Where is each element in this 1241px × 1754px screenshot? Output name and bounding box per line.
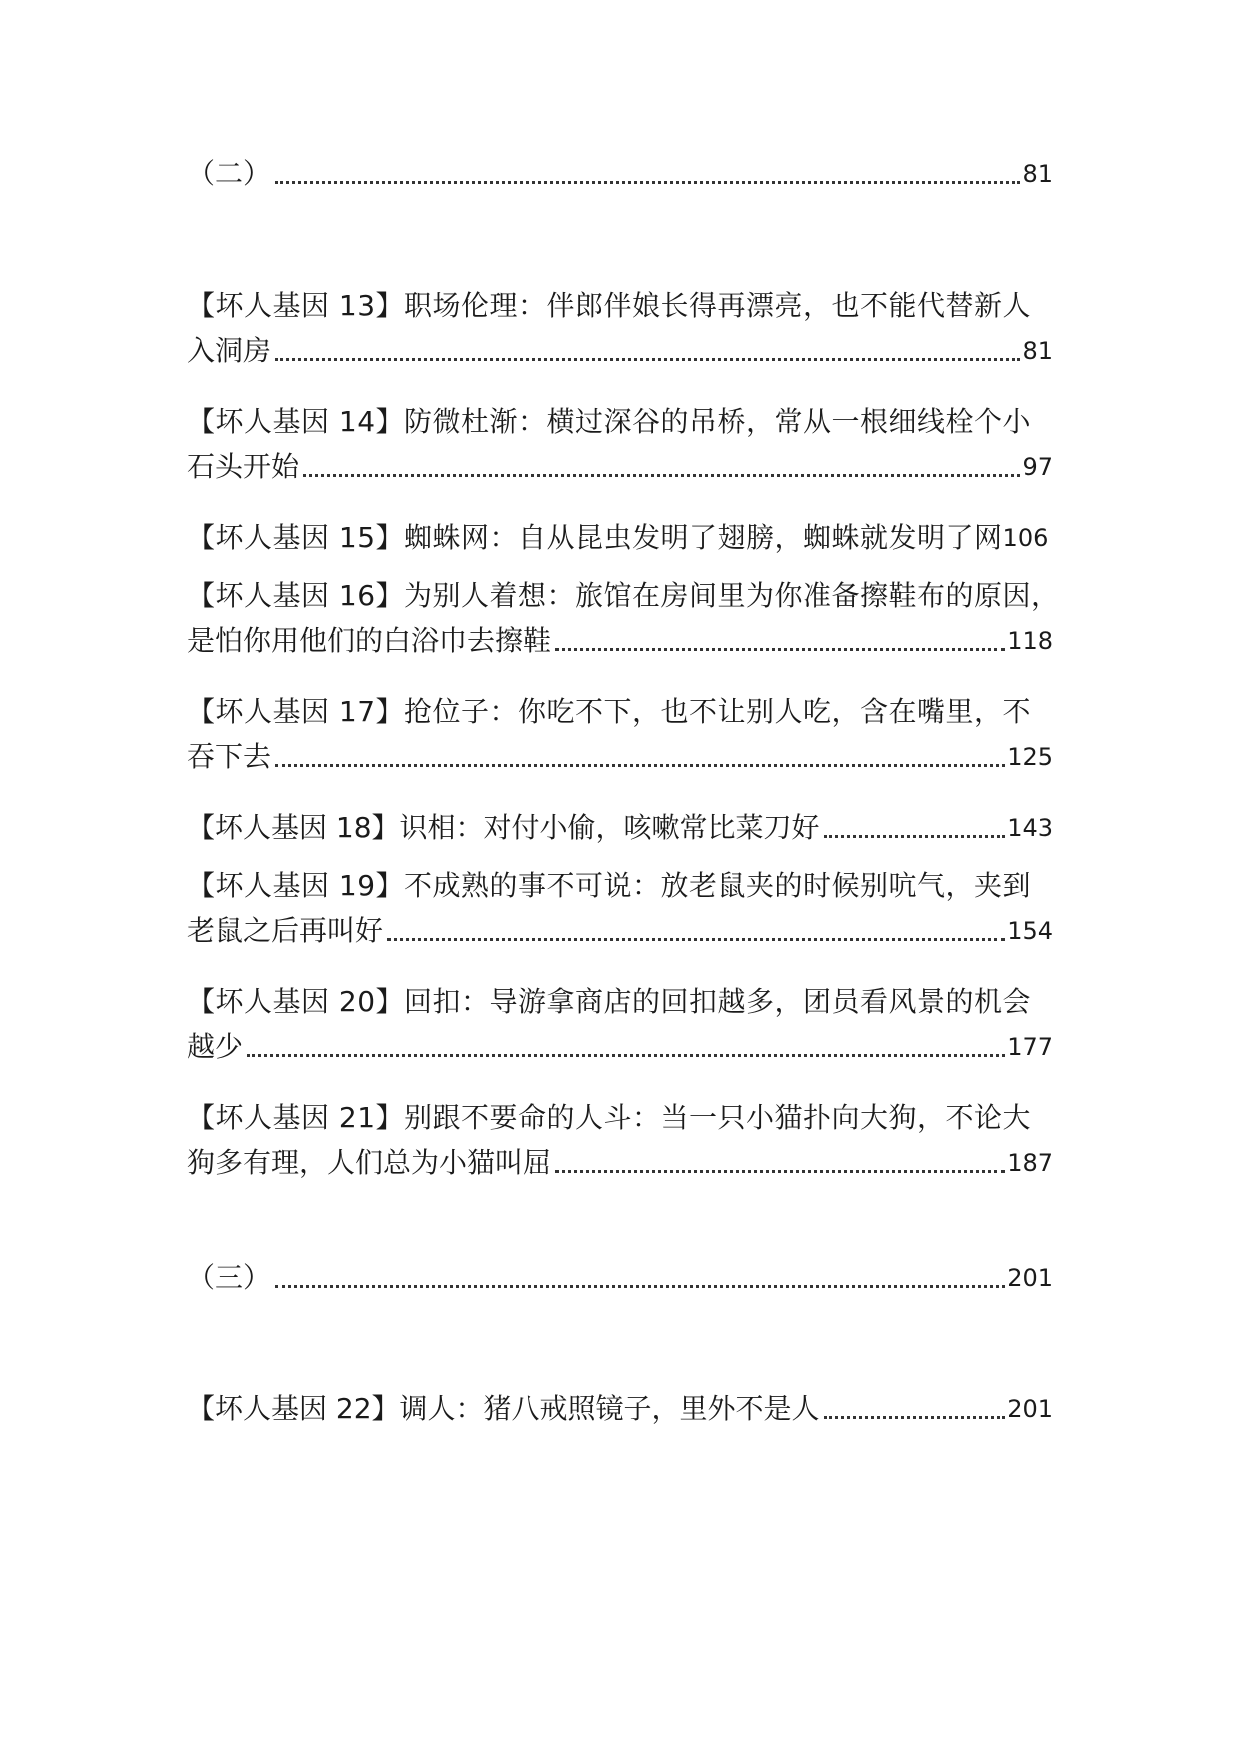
- toc-page-number: 97: [1022, 453, 1053, 481]
- toc-entry-17-line2[interactable]: [187, 731, 1053, 775]
- toc-entry-title: 【坏人基因 16】为别人着想：旅馆在房间里为你准备擦鞋布的原因，: [187, 579, 1060, 612]
- toc-page-number: 201: [1007, 1264, 1053, 1292]
- toc-leader-dots: [387, 938, 1005, 941]
- toc-entry-title: 【坏人基因 20】回扣：导游拿商店的回扣越多，团员看风景的机会: [187, 985, 1032, 1018]
- toc-entry-title: 【坏人基因 14】防微杜渐：横过深谷的吊桥，常从一根细线栓个小: [187, 405, 1032, 438]
- toc-page-number: 201: [1007, 1395, 1053, 1423]
- toc-entry-14-line1[interactable]: [187, 396, 1053, 440]
- toc-page-number: 106: [1002, 524, 1049, 552]
- toc-leader-dots: [555, 648, 1005, 651]
- toc-entry-19-line2[interactable]: [187, 905, 1053, 949]
- toc-leader-dots: [824, 835, 1006, 838]
- toc-entry-13-line1[interactable]: [187, 280, 1053, 324]
- toc-entry-title: 【坏人基因 21】别跟不要命的人斗：当一只小猫扑向大狗，不论大: [187, 1101, 1032, 1134]
- toc-entry-title-cont: 越少: [187, 1030, 244, 1063]
- toc-entry-title-cont: 入洞房: [187, 334, 272, 367]
- toc-section-3[interactable]: [187, 1252, 1053, 1296]
- toc-entry-18[interactable]: [187, 802, 1053, 846]
- toc-page-number: 143: [1007, 814, 1053, 842]
- toc-entry-title-cont: 吞下去: [187, 740, 272, 773]
- toc-page-number: 177: [1007, 1033, 1053, 1061]
- toc-section-2[interactable]: [187, 148, 1053, 192]
- toc-entry-19-line1[interactable]: [187, 860, 1053, 904]
- toc-entry-title: 【坏人基因 13】职场伦理：伴郎伴娘长得再漂亮，也不能代替新人: [187, 289, 1032, 322]
- toc-section-title: （三）: [187, 1261, 272, 1294]
- toc-entry-title: 【坏人基因 22】调人：猪八戒照镜子，里外不是人: [187, 1392, 820, 1425]
- toc-entry-14-line2[interactable]: [187, 441, 1053, 485]
- toc-entry-21-line2[interactable]: [187, 1137, 1053, 1181]
- toc-entry-17-line1[interactable]: [187, 686, 1053, 730]
- toc-entry-16-line1[interactable]: [187, 570, 1060, 614]
- toc-entry-title-cont: 老鼠之后再叫好: [187, 914, 384, 947]
- toc-leader-dots: [303, 474, 1020, 477]
- toc-entry-16-line2[interactable]: [187, 615, 1053, 659]
- toc-entry-title-cont: 石头开始: [187, 450, 300, 483]
- toc-leader-dots: [275, 358, 1020, 361]
- toc-entry-title: 【坏人基因 18】识相：对付小偷，咳嗽常比菜刀好: [187, 811, 820, 844]
- toc-entry-title: 【坏人基因 15】蜘蛛网：自从昆虫发明了翅膀，蜘蛛就发明了网: [187, 521, 1003, 554]
- toc-page-number: 81: [1022, 160, 1053, 188]
- toc-leader-dots: [247, 1054, 1005, 1057]
- toc-section-title: （二）: [187, 157, 272, 190]
- toc-entry-20-line1[interactable]: [187, 976, 1053, 1020]
- toc-leader-dots: [824, 1416, 1006, 1419]
- toc-entry-13-line2[interactable]: [187, 325, 1053, 369]
- toc-entry-20-line2[interactable]: [187, 1021, 1053, 1065]
- toc-page-number: 125: [1007, 743, 1053, 771]
- toc-leader-dots: [275, 764, 1005, 767]
- toc-entry-title-cont: 狗多有理，人们总为小猫叫屈: [187, 1146, 552, 1179]
- toc-leader-dots: [555, 1170, 1005, 1173]
- toc-page-number: 154: [1007, 917, 1053, 945]
- toc-entry-15[interactable]: [187, 512, 1067, 556]
- toc-entry-22[interactable]: [187, 1383, 1053, 1427]
- toc-entry-21-line1[interactable]: [187, 1092, 1053, 1136]
- toc-entry-title: 【坏人基因 19】不成熟的事不可说：放老鼠夹的时候别吭气，夹到: [187, 869, 1032, 902]
- toc-leader-dots: [275, 1285, 1005, 1288]
- toc-entry-title: 【坏人基因 17】抢位子：你吃不下，也不让别人吃，含在嘴里，不: [187, 695, 1032, 728]
- toc-leader-dots: [275, 181, 1020, 184]
- toc-page-number: 81: [1022, 337, 1053, 365]
- toc-page-number: 118: [1007, 627, 1053, 655]
- toc-page-number: 187: [1007, 1149, 1053, 1177]
- toc-entry-title-cont: 是怕你用他们的白浴巾去擦鞋: [187, 624, 552, 657]
